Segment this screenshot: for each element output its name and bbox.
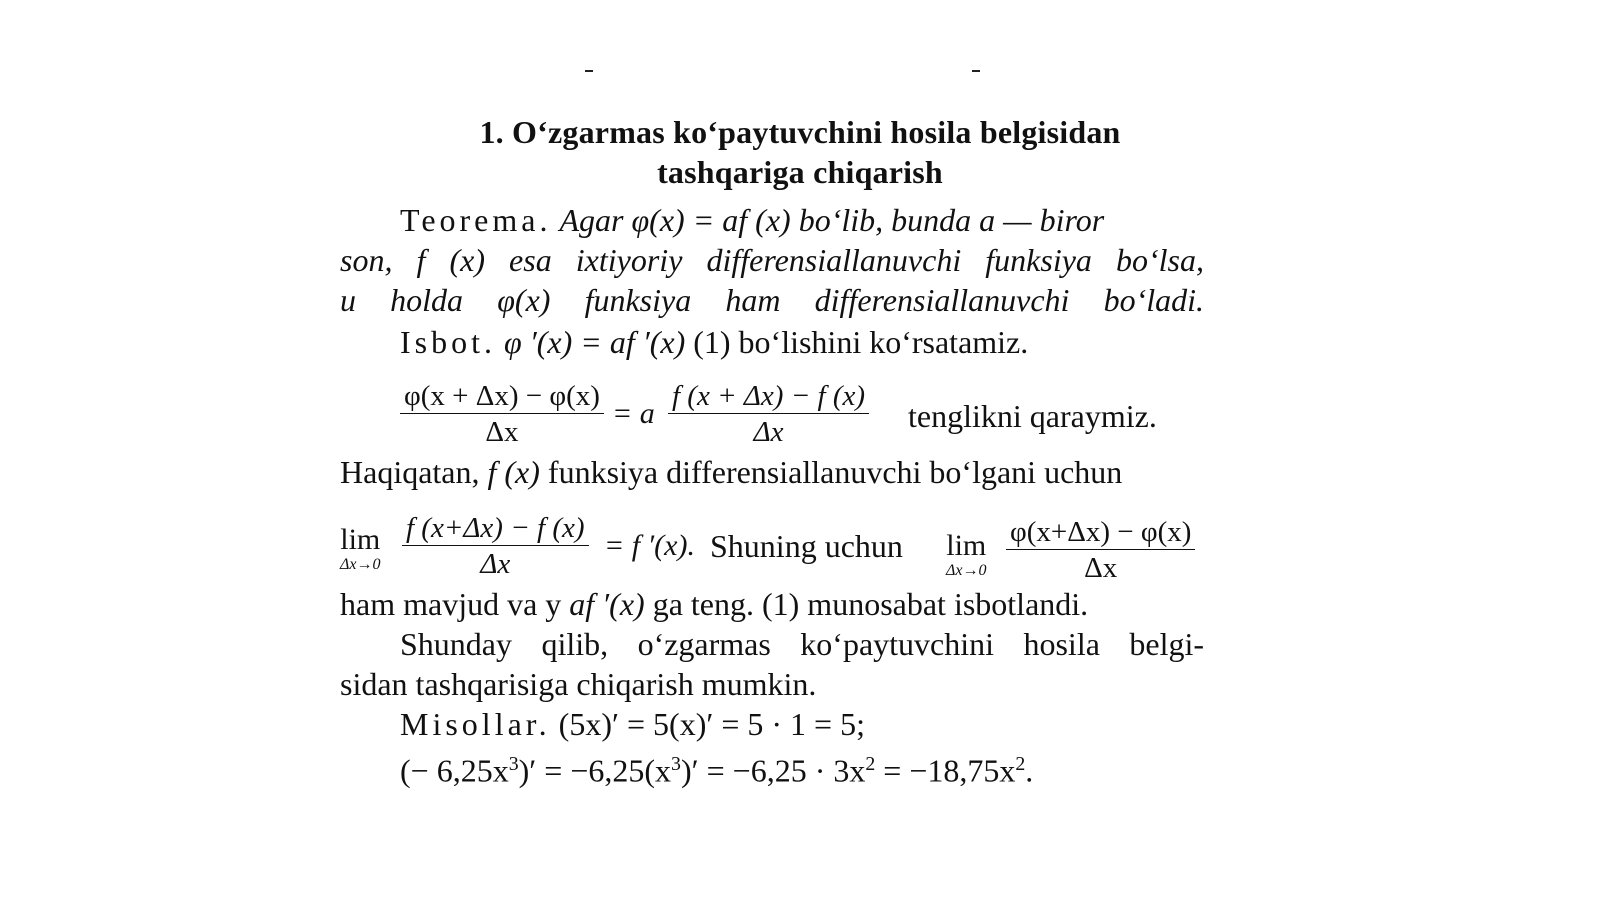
equals-a: = a (612, 397, 655, 430)
limit-1-fraction: $\frac{f (x+\Delta x) - f (x)}{\Delta x}$ (402, 512, 589, 580)
scan-mark (972, 70, 980, 72)
theorem-line3: u holda φ(x) funksiya ham differensiallanuvchi bo‘ladi. (340, 282, 1204, 318)
limit-2-fraction: $\frac{\varphi(x+\Delta x) - \varphi(x)}{\Delta x}$ (1006, 516, 1195, 584)
theorem-label: Teorema. (400, 202, 552, 238)
conclusion-line1: Shunday qilib, o‘zgarmas ko‘paytuvchini hosila belgi- (400, 626, 1204, 662)
difference-quotient-f: $\frac{f (x + \Delta x) - f (x)}{\Delta x}$ (668, 380, 869, 448)
mavjud-line: ham mavjud va y af ′(x) ga teng. (1) munosabat isbotlandi. (340, 586, 1089, 622)
conclusion-line2: sidan tashqarisiga chiqarish mumkin. (340, 666, 817, 702)
proof-formula: φ ′(x) = af ′(x) (504, 324, 686, 360)
example-1: (5x)′ = 5(x)′ = 5 · 1 = 5; (558, 706, 865, 742)
theorem-text: Agar φ(x) = af (x) bo‘lib, bunda a — biror (559, 202, 1105, 238)
examples-line1 (400, 704, 865, 744)
limit-1: lim Δx→0 (340, 523, 381, 573)
after-fractions-text: tenglikni qaraymiz. (908, 398, 1157, 434)
theorem-line2: son, f (x) esa ixtiyoriy differensiallanuvchi funksiya bo‘lsa, (340, 242, 1204, 278)
equation-number: (1) (693, 324, 731, 360)
proof-line (400, 322, 1028, 362)
difference-quotient-phi: $\frac{\varphi(x + \Delta x) - \varphi(x)}{\Delta x}$ (400, 380, 604, 448)
scan-mark (585, 70, 593, 72)
example-2: (− $6,25x^3)' = -6,25(x^3)' = -6,25 \cdot 3x^2 = -18,75x^2$. (400, 752, 1034, 789)
proof-label: Isbot. (400, 324, 496, 360)
examples-label: Misollar. (400, 706, 551, 742)
proof-text: bo‘lishini ko‘rsatamiz. (738, 324, 1029, 360)
limit-2: lim Δx→0 (946, 529, 987, 579)
theorem-line1 (400, 200, 1204, 240)
limit-1-result: = f ′(x). (604, 529, 695, 562)
section-title-line2: tashqariga chiqarish (657, 154, 943, 190)
shuning-text: Shuning uchun (710, 528, 903, 564)
haqiqatan-line: Haqiqatan, f (x) funksiya differensiallanuvchi bo‘lgani uchun (340, 454, 1123, 490)
section-title-line1: 1. O‘zgarmas ko‘paytuvchini hosila belgisidan (479, 114, 1121, 150)
